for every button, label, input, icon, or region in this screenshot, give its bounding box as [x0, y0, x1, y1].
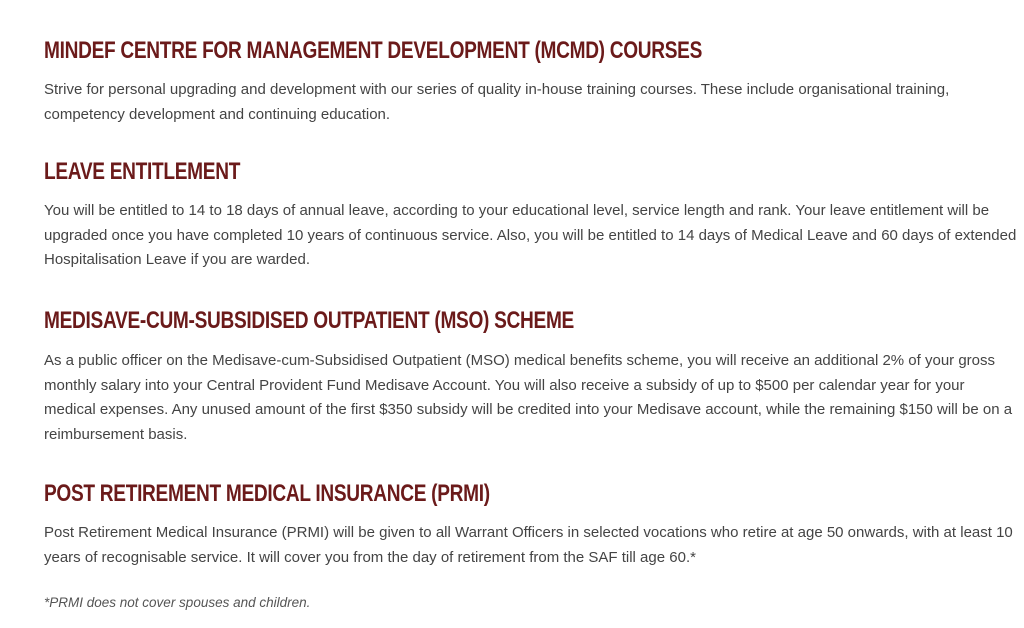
section-heading: LEAVE ENTITLEMENT: [44, 158, 241, 185]
section-body: You will be entitled to 14 to 18 days of annual leave, according to your educational level, service length and rank. Your leave entitlement will be upgraded once you have completed 10 years of continuous service. Also, you will be entitled to 14 days of Medical Leave and 60 days of extended Hospitalisation Leave if you are warded.: [44, 202, 1017, 268]
section-body: Post Retirement Medical Insurance (PRMI) will be given to all Warrant Officers in selected vocations who retire at age 50 onwards, with at least 10 years of recognisable service. It will cover you from the day of retirement from the SAF till age 60.*: [44, 524, 1013, 566]
section-heading: MEDISAVE-CUM-SUBSIDISED OUTPATIENT (MSO) SCHEME: [44, 307, 574, 334]
section-heading: POST RETIREMENT MEDICAL INSURANCE (PRMI): [44, 480, 490, 507]
section-mso-scheme: [44, 306, 1019, 447]
section-body: As a public officer on the Medisave-cum-Subsidised Outpatient (MSO) medical benefits scheme, you will receive an additional 2% of your gross monthly salary into your Central Provident Fund Medisave Account. You will also receive a subsidy of up to $500 per calendar year for your medical expenses. Any unused amount of the first $350 subsidy will be credited into your Medisave account, while the remaining $150 will be on a reimbursement basis.: [44, 352, 1013, 443]
section-leave-entitlement: [44, 157, 1019, 273]
prmi-footnote: *PRMI does not cover spouses and children.: [44, 595, 311, 610]
section-mcmd-courses: [44, 36, 1019, 127]
section-body: Strive for personal upgrading and development with our series of quality in-house training courses. These include organisational training, competency development and continuing education.: [44, 81, 950, 123]
section-heading: MINDEF CENTRE FOR MANAGEMENT DEVELOPMENT (MCMD) COURSES: [44, 37, 703, 64]
section-prmi: [44, 479, 1019, 570]
